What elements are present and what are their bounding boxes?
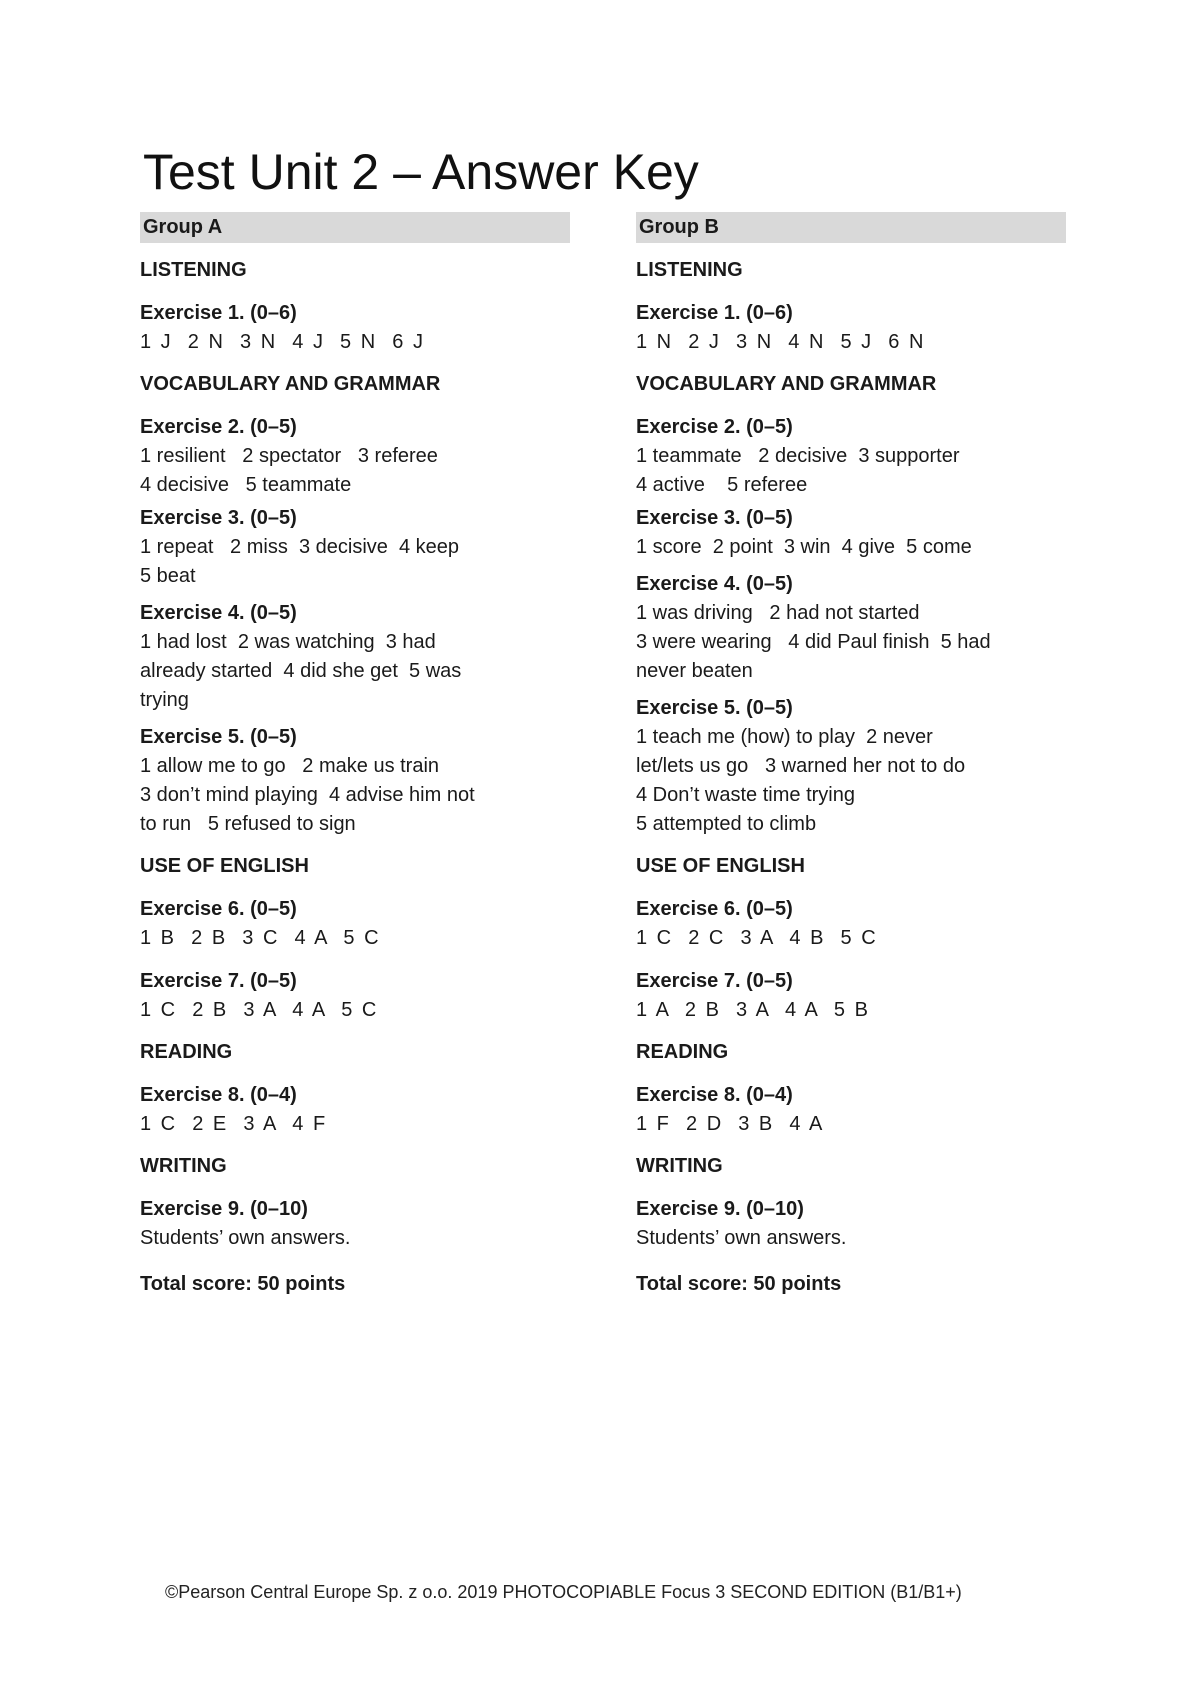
exercise-3 [140,504,570,591]
section-writing: WRITING [140,1155,227,1177]
exercise-answer: 1 J 2 N 3 N 4 J 5 N 6 J [140,331,425,353]
exercise-title: Exercise 8. (0–4) [140,1084,297,1106]
section-writing: WRITING [636,1155,723,1177]
exercise-5 [636,694,1066,839]
exercise-answer: 1 C 2 C 3 A 4 B 5 C [636,927,878,949]
page-title: Test Unit 2 – Answer Key [143,144,699,200]
exercise-8 [636,1081,1066,1139]
section-use-of-english: USE OF ENGLISH [140,855,309,877]
exercise-answer: 1 had lost 2 was watching 3 had already started 4 did she get 5 was trying [140,631,462,711]
exercise-title: Exercise 8. (0–4) [636,1084,793,1106]
exercise-answer: 1 resilient 2 spectator 3 referee 4 decisive 5 teammate [140,445,438,496]
exercise-title: Exercise 3. (0–5) [140,507,297,529]
exercise-1 [140,299,570,357]
section-reading: READING [140,1041,233,1063]
section-reading: READING [636,1041,729,1063]
exercise-9 [140,1195,570,1253]
exercise-title: Exercise 2. (0–5) [140,416,297,438]
exercise-answer: 1 repeat 2 miss 3 decisive 4 keep 5 beat [140,536,460,587]
section-use-of-english: USE OF ENGLISH [636,855,805,877]
exercise-answer: 1 teach me (how) to play 2 never let/lets us go 3 warned her not to do 4 Don’t waste time trying 5 attempted to climb [636,726,966,835]
exercise-7 [140,967,570,1025]
exercise-title: Exercise 9. (0–10) [140,1198,308,1220]
footer-copyright: ©Pearson Central Europe Sp. z o.o. 2019 PHOTOCOPIABLE Focus 3 SECOND EDITION (B1/B1+) [165,1582,962,1602]
exercise-answer: 1 F 2 D 3 B 4 A [636,1113,825,1135]
exercise-answer: 1 A 2 B 3 A 4 A 5 B [636,999,870,1021]
exercise-title: Exercise 3. (0–5) [636,507,793,529]
group-a-column [140,212,570,1296]
exercise-title: Exercise 5. (0–5) [140,726,297,748]
exercise-6 [636,895,1066,953]
exercise-title: Exercise 9. (0–10) [636,1198,804,1220]
exercise-title: Exercise 6. (0–5) [636,898,793,920]
exercise-2 [140,413,570,500]
exercise-title: Exercise 4. (0–5) [636,573,793,595]
exercise-8 [140,1081,570,1139]
exercise-7 [636,967,1066,1025]
exercise-title: Exercise 6. (0–5) [140,898,297,920]
total-score: Total score: 50 points [636,1273,842,1295]
exercise-title: Exercise 7. (0–5) [140,970,297,992]
exercise-title: Exercise 4. (0–5) [140,602,297,624]
section-listening: LISTENING [636,259,743,281]
exercise-9 [636,1195,1066,1253]
group-a-header: Group A [140,212,570,243]
group-b-column [636,212,1066,1296]
exercise-6 [140,895,570,953]
exercise-3 [636,504,1066,562]
exercise-answer: 1 N 2 J 3 N 4 N 5 J 6 N [636,331,926,353]
exercise-1 [636,299,1066,357]
exercise-answer: Students’ own answers. [140,1227,351,1249]
exercise-title: Exercise 1. (0–6) [636,302,793,324]
exercise-title: Exercise 2. (0–5) [636,416,793,438]
exercise-title: Exercise 1. (0–6) [140,302,297,324]
exercise-4 [140,599,570,715]
exercise-title: Exercise 7. (0–5) [636,970,793,992]
total-score: Total score: 50 points [140,1273,346,1295]
exercise-answer: 1 allow me to go 2 make us train 3 don’t mind playing 4 advise him not to run 5 refused to sign [140,755,475,835]
exercise-title: Exercise 5. (0–5) [636,697,793,719]
exercise-answer: 1 C 2 B 3 A 4 A 5 C [140,999,379,1021]
exercise-answer: 1 score 2 point 3 win 4 give 5 come [636,536,972,558]
exercise-answer: 1 teammate 2 decisive 3 supporter 4 active 5 referee [636,445,960,496]
exercise-answer: 1 was driving 2 had not started 3 were wearing 4 did Paul finish 5 had never beaten [636,602,991,682]
section-listening: LISTENING [140,259,247,281]
section-vocabulary-grammar: VOCABULARY AND GRAMMAR [140,373,441,395]
exercise-answer: Students’ own answers. [636,1227,847,1249]
exercise-2 [636,413,1066,500]
exercise-4 [636,570,1066,686]
exercise-answer: 1 C 2 E 3 A 4 F [140,1113,328,1135]
exercise-answer: 1 B 2 B 3 C 4 A 5 C [140,927,381,949]
exercise-5 [140,723,570,839]
section-vocabulary-grammar: VOCABULARY AND GRAMMAR [636,373,937,395]
group-b-header: Group B [636,212,1066,243]
